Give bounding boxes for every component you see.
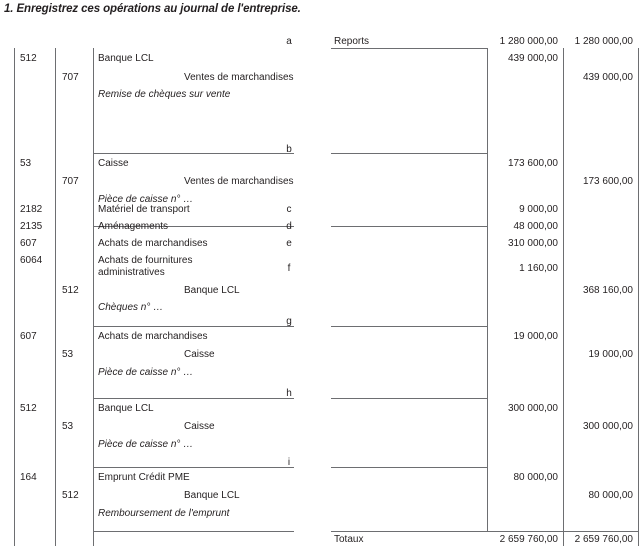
entry-b-debit-label: Caisse <box>98 158 129 169</box>
entry-f-debit-amount: 1 160,00 <box>519 263 558 274</box>
entry-a-credit-label: Ventes de marchandises <box>184 72 294 83</box>
entry-f-credit-account: 512 <box>62 285 79 296</box>
totals-top-rule <box>331 531 638 532</box>
totals-label: Totaux <box>334 534 364 545</box>
entry-a-debit-label: Banque LCL <box>98 53 154 64</box>
entry-b-credit-account: 707 <box>62 176 79 187</box>
entry-c-debit-label: Matériel de transport <box>98 204 190 215</box>
entry-i-debit-amount: 80 000,00 <box>513 472 558 483</box>
entry-i-narration: Remboursement de l'emprunt <box>98 508 230 519</box>
entry-b-debit-account: 53 <box>20 158 32 169</box>
separator-h-right <box>331 398 487 399</box>
entry-e-debit-amount: 310 000,00 <box>507 238 558 249</box>
entry-marker-f: f <box>287 263 291 274</box>
entry-h-credit-account: 53 <box>62 421 74 432</box>
entry-f-debit-label: Achats de fournitures administratives <box>98 255 193 278</box>
entry-marker-i: i <box>287 457 291 468</box>
entry-e-debit-label: Achats de marchandises <box>98 238 208 249</box>
entry-h-credit-label: Caisse <box>184 421 215 432</box>
entry-f-debit-account: 6064 <box>20 255 43 266</box>
journal-table <box>0 36 644 546</box>
rule-credit-account-col <box>93 48 94 546</box>
entry-f-narration: Chèques n° … <box>98 302 164 313</box>
entry-h-narration: Pièce de caisse n° … <box>98 439 194 450</box>
entry-i-credit-account: 512 <box>62 490 79 501</box>
entry-i-debit-label: Emprunt Crédit PME <box>98 472 190 483</box>
entry-h-credit-amount: 300 000,00 <box>582 421 633 432</box>
separator-h-left <box>94 398 294 399</box>
separator-totals-left <box>94 531 294 532</box>
reports-credit: 1 280 000,00 <box>574 36 633 47</box>
entry-d-debit-label: Aménagements <box>98 221 169 232</box>
entry-g-credit-label: Caisse <box>184 349 215 360</box>
entry-g-debit-account: 607 <box>20 331 37 342</box>
entry-g-credit-amount: 19 000,00 <box>588 349 633 360</box>
entry-g-debit-amount: 19 000,00 <box>513 331 558 342</box>
entry-b-narration: Pièce de caisse n° … <box>98 194 194 205</box>
separator-b-right <box>331 153 487 154</box>
entry-marker-b: b <box>286 144 292 155</box>
rule-amount-divider <box>563 48 564 546</box>
entry-marker-d: d <box>286 221 292 232</box>
entry-a-credit-account: 707 <box>62 72 79 83</box>
entry-marker-c: c <box>286 204 292 215</box>
entry-f-credit-amount: 368 160,00 <box>582 285 633 296</box>
separator-g-left <box>94 326 294 327</box>
rule-right-border <box>638 48 639 546</box>
separator-i-right <box>331 467 487 468</box>
rule-left-border <box>14 48 15 546</box>
separator-i-left <box>94 467 294 468</box>
entry-b-debit-amount: 173 600,00 <box>507 158 558 169</box>
entry-g-debit-label: Achats de marchandises <box>98 331 208 342</box>
reports-underline <box>331 48 487 49</box>
entry-a-debit-account: 512 <box>20 53 37 64</box>
entry-marker-g: g <box>286 316 292 327</box>
entry-g-narration: Pièce de caisse n° … <box>98 367 194 378</box>
entry-d-debit-account: 2135 <box>20 221 43 232</box>
entry-i-debit-account: 164 <box>20 472 37 483</box>
entry-marker-h: h <box>286 388 292 399</box>
entry-h-debit-label: Banque LCL <box>98 403 154 414</box>
reports-label: Reports <box>334 36 370 47</box>
entry-marker-a-header: a <box>286 36 292 47</box>
entry-f-credit-label: Banque LCL <box>184 285 240 296</box>
entry-c-debit-account: 2182 <box>20 204 43 215</box>
page-title: 1. Enregistrez ces opérations au journal de l'entreprise. <box>4 3 301 15</box>
totals-debit: 2 659 760,00 <box>499 534 558 545</box>
entry-a-credit-amount: 439 000,00 <box>582 72 633 83</box>
entry-e-debit-account: 607 <box>20 238 37 249</box>
entry-h-debit-account: 512 <box>20 403 37 414</box>
separator-g-right <box>331 326 487 327</box>
entry-h-debit-amount: 300 000,00 <box>507 403 558 414</box>
entry-b-credit-label: Ventes de marchandises <box>184 176 294 187</box>
entry-b-credit-amount: 173 600,00 <box>582 176 633 187</box>
totals-credit: 2 659 760,00 <box>574 534 633 545</box>
entry-i-credit-label: Banque LCL <box>184 490 240 501</box>
entry-g-credit-account: 53 <box>62 349 74 360</box>
entry-d-debit-amount: 48 000,00 <box>513 221 558 232</box>
reports-debit: 1 280 000,00 <box>499 36 558 47</box>
entry-a-debit-amount: 439 000,00 <box>507 53 558 64</box>
entry-i-credit-amount: 80 000,00 <box>588 490 633 501</box>
rule-debit-account-col <box>55 48 56 546</box>
entry-a-narration: Remise de chèques sur vente <box>98 89 231 100</box>
rule-description-end <box>487 48 488 531</box>
entry-marker-e: e <box>286 238 292 249</box>
entry-c-debit-amount: 9 000,00 <box>519 204 558 215</box>
separator-b-left <box>94 153 294 154</box>
